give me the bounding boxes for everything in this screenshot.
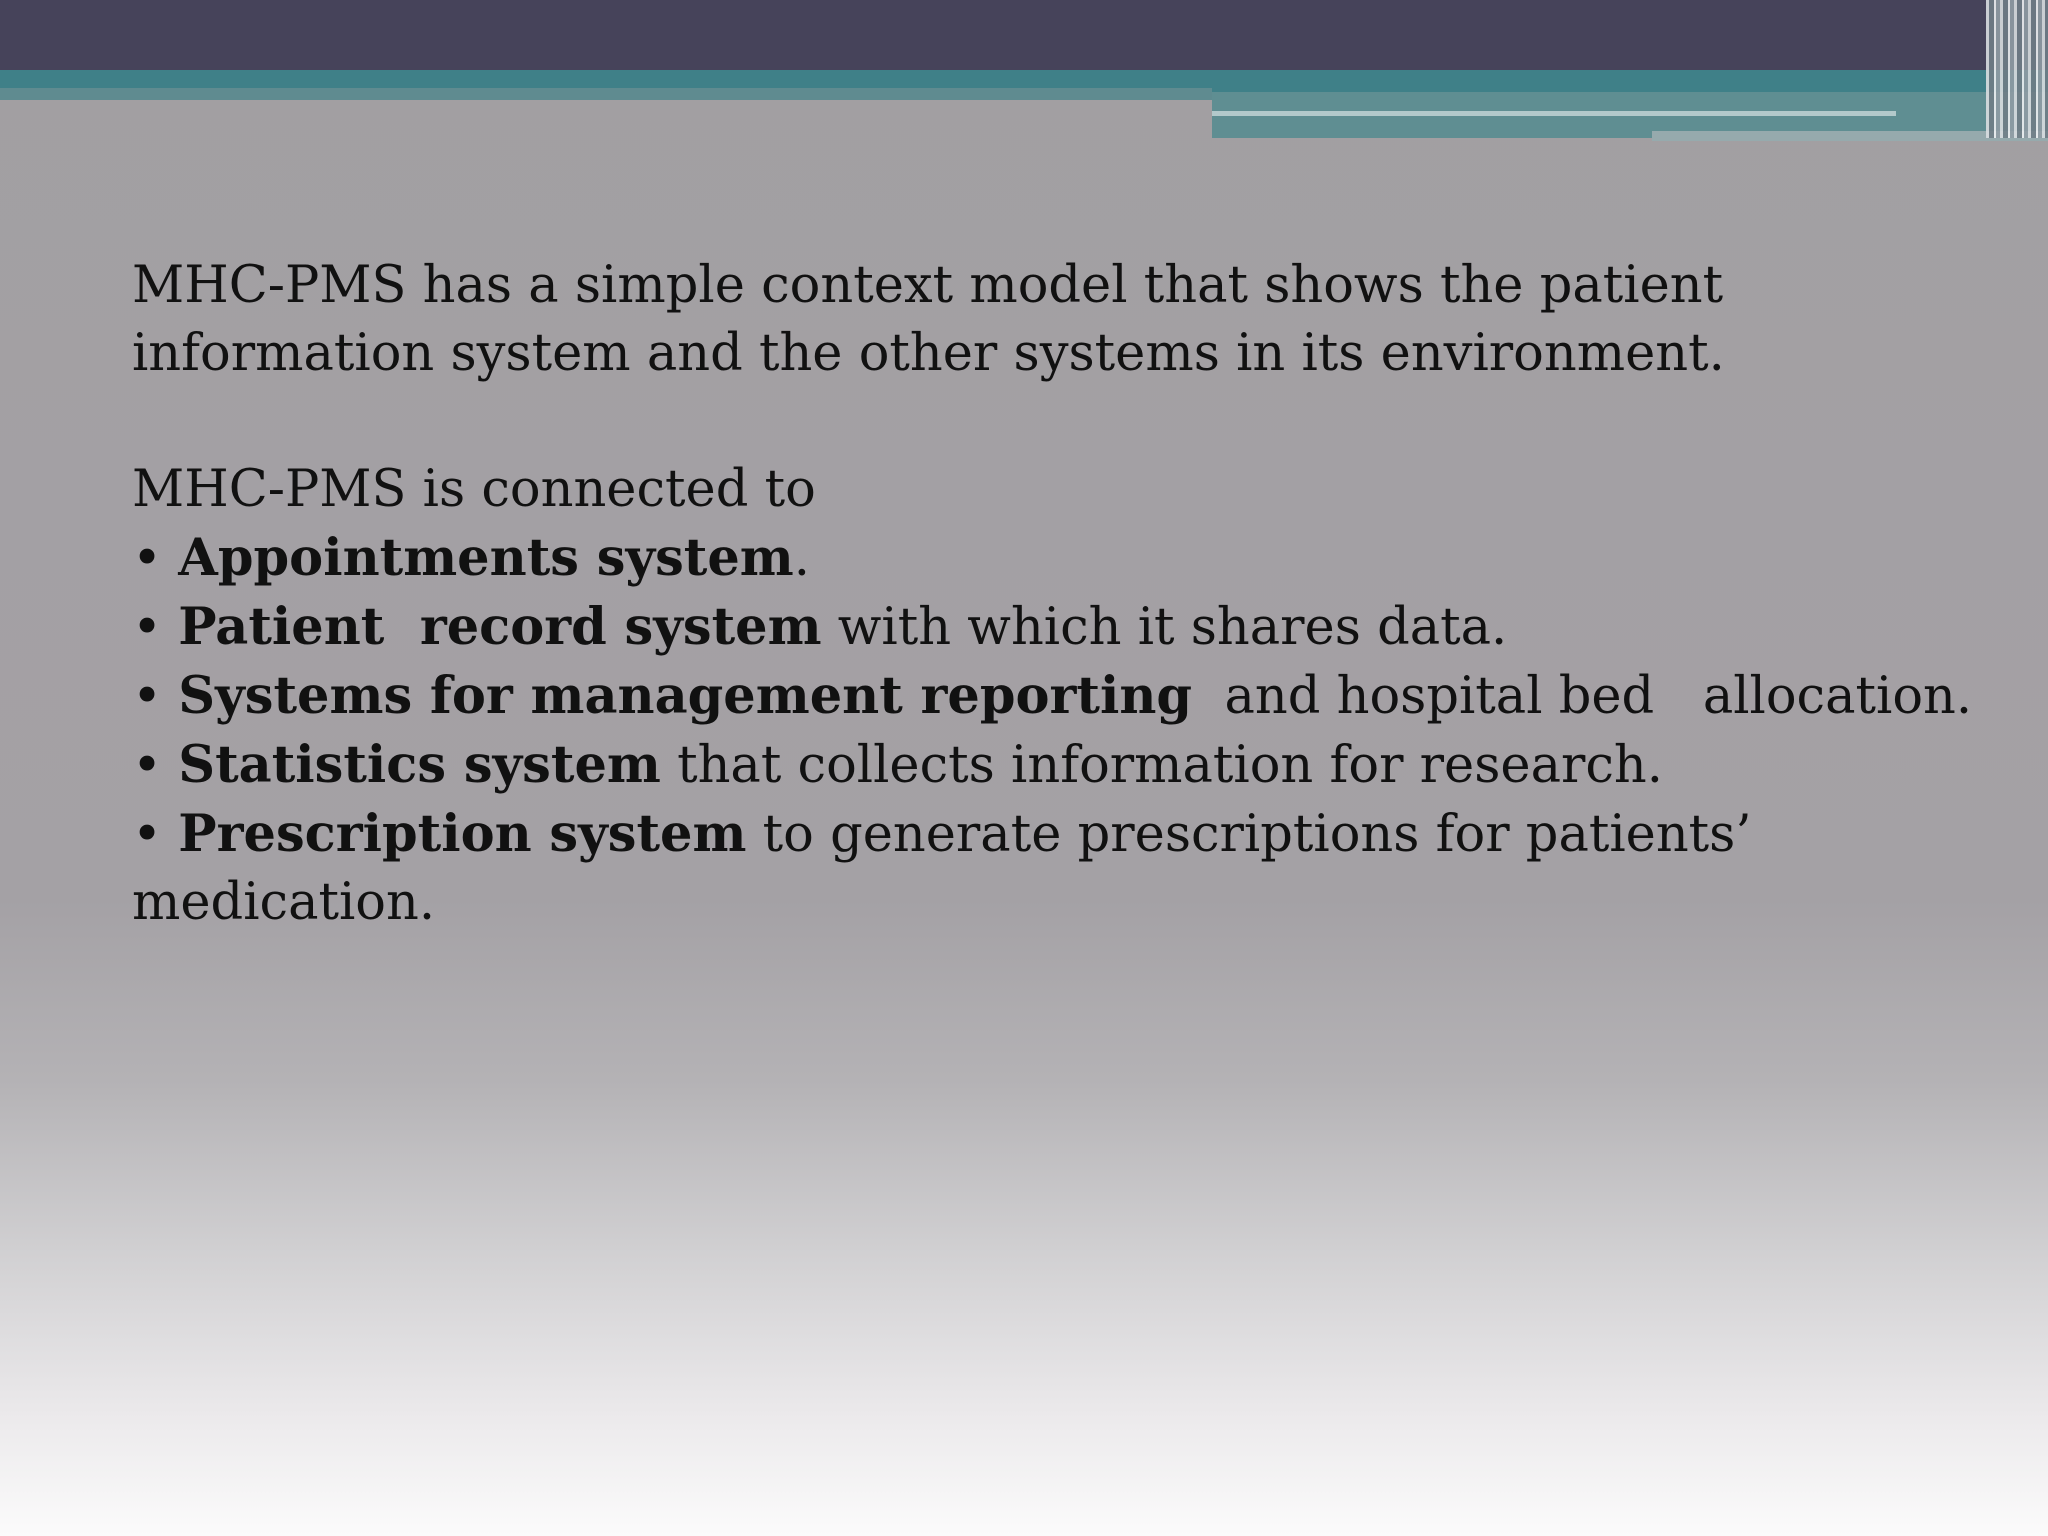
- bullet-bold-text: Patient record system: [178, 597, 822, 657]
- bullet-text: to generate prescriptions for patients’: [746, 805, 1752, 864]
- paragraph-spacer: [132, 388, 2012, 456]
- bullet-marker: •: [132, 598, 179, 657]
- header-accent-edge: [0, 88, 1212, 100]
- bullet-bold-text: Appointments system: [178, 528, 794, 588]
- bullet-marker: •: [132, 667, 179, 726]
- bullet-text: and hospital bed allocation.: [1192, 667, 1973, 726]
- bullet-item-patient-record: [132, 593, 2012, 662]
- bullet-marker: •: [132, 805, 179, 864]
- header-accent-line: [1212, 111, 1896, 116]
- bullet-bold-text: Systems for management reporting: [178, 666, 1193, 726]
- intro-line-2: information system and the other systems in its environment.: [132, 324, 1725, 383]
- bullet-text: .: [793, 529, 810, 588]
- intro-line-1: MHC-PMS has a simple context model that shows the patient: [132, 256, 1724, 315]
- bullet-bold-text: Statistics system: [178, 735, 661, 795]
- bullet-bold-text: Prescription system: [178, 804, 747, 864]
- connected-heading: MHC-PMS is connected to: [132, 460, 816, 519]
- bullet-item-statistics: [132, 731, 2012, 800]
- slide-body: [132, 252, 2012, 937]
- bullet-marker: •: [132, 529, 179, 588]
- bullet-text: with which it shares data.: [821, 598, 1508, 657]
- bullet-item-management-reporting: [132, 662, 2012, 731]
- bullet-item-appointments: [132, 524, 2012, 593]
- header-stripes-decoration: [1986, 0, 2048, 138]
- bullet-item-prescription: [132, 800, 2012, 869]
- header-bar: [0, 0, 2048, 70]
- bullet-marker: •: [132, 736, 179, 795]
- bullet-continuation: medication.: [132, 873, 436, 932]
- bullet-text: that collects information for research.: [660, 736, 1663, 795]
